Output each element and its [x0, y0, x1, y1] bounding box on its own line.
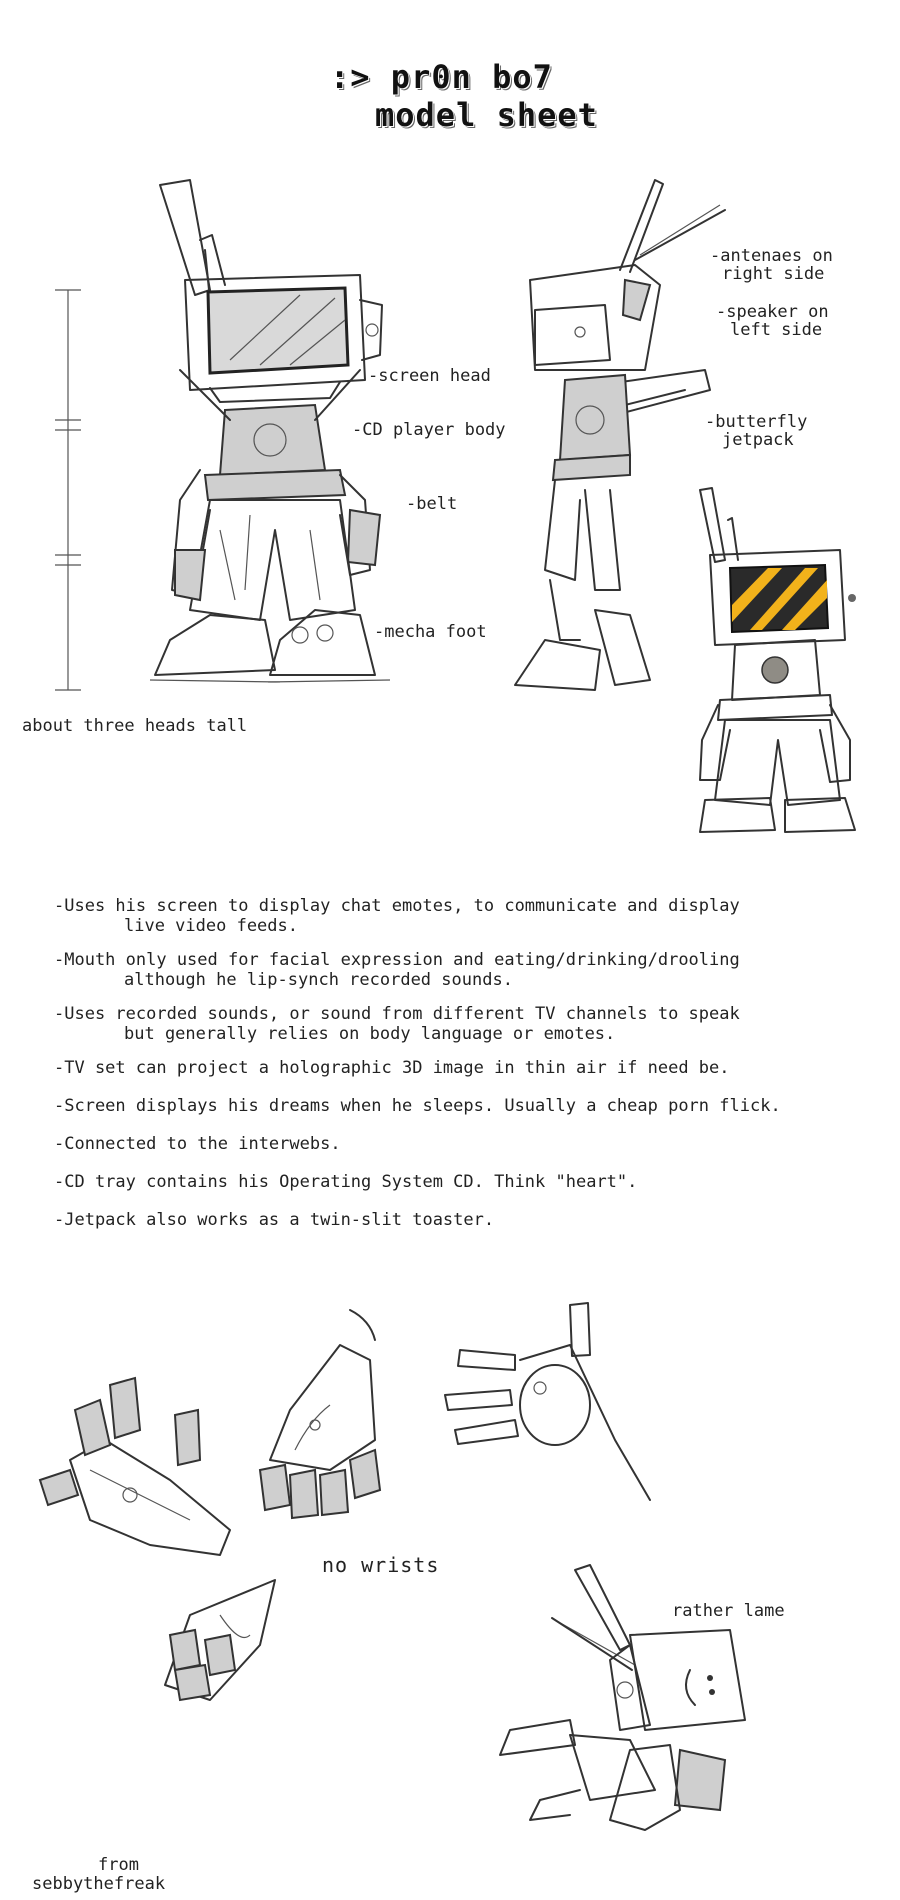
title-line-1: :> pr0n bo7: [330, 58, 553, 96]
note-text: -Uses his screen to display chat emotes, to communicate and display: [54, 896, 740, 916]
speaker-label-line-2: left side: [730, 320, 823, 340]
note-item: [54, 1096, 894, 1116]
credit-from: from: [98, 1855, 139, 1875]
hand-sketch-fist-side: [150, 1575, 300, 1735]
note-item: [54, 950, 894, 990]
mecha-foot-label: -mecha foot: [374, 622, 487, 642]
cd-body-label: -CD player body: [352, 420, 506, 440]
note-text: -Jetpack also works as a twin-slit toaster.: [54, 1210, 495, 1230]
antennae-label-line-1: -antenaes on: [710, 246, 833, 266]
height-scale-bar: [50, 290, 90, 690]
note-item: [54, 1004, 894, 1044]
note-text: -Uses recorded sounds, or sound from different TV channels to speak: [54, 1004, 740, 1024]
note-item: [54, 896, 894, 936]
notes-list: [54, 896, 894, 1230]
screen-head-label: -screen head: [368, 366, 491, 386]
note-continuation: although he lip-synch recorded sounds.: [124, 970, 513, 990]
credit-author: sebbythefreak: [32, 1874, 166, 1894]
note-item: [54, 1210, 894, 1230]
note-item: [54, 1172, 894, 1192]
hand-sketch-fist: [250, 1300, 410, 1530]
note-item: [54, 1058, 894, 1078]
note-continuation: but generally relies on body language or emotes.: [124, 1024, 616, 1044]
belt-label: -belt: [406, 494, 458, 514]
hand-sketch-spread: [440, 1300, 660, 1520]
note-item: [54, 1134, 894, 1154]
height-label: about three heads tall: [22, 716, 248, 736]
butterfly-label-line-2: jetpack: [722, 430, 794, 450]
note-text: -CD tray contains his Operating System CD. Think "heart".: [54, 1172, 638, 1192]
face-emote: :): [698, 1688, 700, 1689]
rather-lame-label: rather lame: [672, 1601, 785, 1621]
butterfly-label-line-1: -butterfly: [705, 412, 808, 432]
robot-front-view-sketch: [150, 170, 400, 710]
speaker-label-line-1: -speaker on: [716, 302, 829, 322]
title-line-2: model sheet: [375, 96, 598, 134]
no-wrists-label: no wrists: [322, 1553, 440, 1577]
note-continuation: live video feeds.: [124, 916, 298, 936]
note-text: -Screen displays his dreams when he sleeps. Usually a cheap porn flick.: [54, 1096, 781, 1116]
note-text: -Mouth only used for facial expression and eating/drinking/drooling: [54, 950, 740, 970]
antennae-label-line-2: right side: [722, 264, 825, 284]
robot-colored-sketch: [690, 480, 870, 840]
hand-sketch-open: [30, 1370, 260, 1560]
note-text: -TV set can project a holographic 3D image in thin air if need be.: [54, 1058, 730, 1078]
note-text: -Connected to the interwebs.: [54, 1134, 341, 1154]
